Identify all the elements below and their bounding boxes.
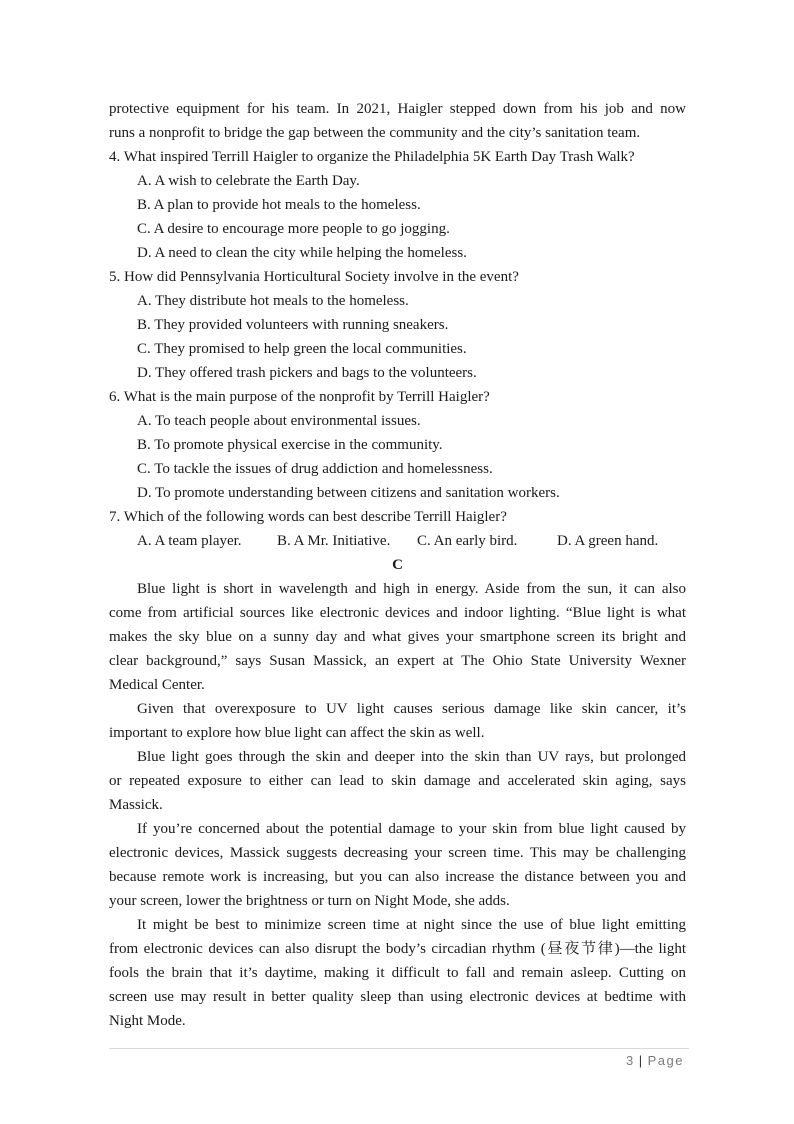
passage-b-line: runs a nonprofit to bridge the gap between the community and the city’s sanitation team. [109,125,641,141]
passage-b-line: protective equipment for his team. In 2021, Haigler stepped down from his job and now [109,101,686,117]
page-label: Page [647,1053,684,1068]
answer-option: B. A Mr. Initiative. [277,533,391,549]
answer-option: A. To teach people about environmental issues. [137,413,421,429]
paragraph-line: clear background,” says Susan Massick, an expert at The Ohio State University Wexner [109,653,686,669]
page-content [109,97,686,1033]
answer-option: D. A green hand. [557,533,659,549]
answer-options-row [109,529,686,553]
answer-option: C. A desire to encourage more people to go jogging. [137,221,450,237]
answer-option: B. They provided volunteers with running sneakers. [137,317,449,333]
answer-option: B. To promote physical exercise in the community. [137,437,443,453]
paragraph-line: makes the sky blue on a sunny day and what gives your smartphone screen its bright and [109,629,686,645]
paragraph-line: Given that overexposure to UV light causes serious damage like skin cancer, it’s [137,701,686,717]
section-heading: C [392,557,403,573]
paragraph-line: electronic devices, Massick suggests decreasing your screen time. This may be challenging [109,845,686,861]
answer-option: B. A plan to provide hot meals to the homeless. [137,197,421,213]
paragraph-line: from electronic devices can also disrupt the body’s circadian rhythm (昼夜节律)—the light [109,941,686,957]
paragraph-line: important to explore how blue light can affect the skin as well. [109,725,485,741]
answer-option: D. To promote understanding between citizens and sanitation workers. [137,485,560,501]
paragraph-line: come from artificial sources like electronic devices and indoor lighting. “Blue light is what [109,605,686,621]
paragraph-line: screen use may result in better quality sleep than using electronic devices at bedtime with [109,989,686,1005]
paragraph-line: or repeated exposure to either can lead to skin damage and accelerated skin aging, says [109,773,686,789]
answer-option: A. A wish to celebrate the Earth Day. [137,173,360,189]
answer-option: D. A need to clean the city while helping the homeless. [137,245,467,261]
answer-option: C. They promised to help green the local communities. [137,341,467,357]
paragraph-line: your screen, lower the brightness or turn on Night Mode, she adds. [109,893,510,909]
paragraph-line: Blue light goes through the skin and deeper into the skin than UV rays, but prolonged [137,749,686,765]
paragraph-line: fools the brain that it’s daytime, making it difficult to fall and remain asleep. Cutting on [109,965,686,981]
paragraph-line: Blue light is short in wavelength and high in energy. Aside from the sun, it can also [137,581,686,597]
question-stem: 6. What is the main purpose of the nonprofit by Terrill Haigler? [109,389,490,405]
footer-divider [109,1048,689,1049]
paragraph-line: If you’re concerned about the potential damage to your skin from blue light caused by [137,821,686,837]
answer-option: C. To tackle the issues of drug addiction and homelessness. [137,461,493,477]
question-stem: 5. How did Pennsylvania Horticultural Society involve in the event? [109,269,519,285]
paragraph-line: It might be best to minimize screen time at night since the use of blue light emitting [137,917,686,933]
page-footer [626,1053,684,1068]
paragraph-line: Massick. [109,797,163,813]
answer-option: D. They offered trash pickers and bags to the volunteers. [137,365,477,381]
answer-option: A. They distribute hot meals to the homeless. [137,293,409,309]
paragraph-line: because remote work is increasing, but you can also increase the distance between you and [109,869,686,885]
page-number: 3 [626,1053,635,1068]
answer-option: C. An early bird. [417,533,518,549]
answer-option: A. A team player. [137,533,242,549]
paragraph-line: Night Mode. [109,1013,186,1029]
question-stem: 7. Which of the following words can best describe Terrill Haigler? [109,509,507,525]
paragraph-line: Medical Center. [109,677,205,693]
question-stem: 4. What inspired Terrill Haigler to organize the Philadelphia 5K Earth Day Trash Walk? [109,149,635,165]
footer-separator: | [638,1053,644,1068]
